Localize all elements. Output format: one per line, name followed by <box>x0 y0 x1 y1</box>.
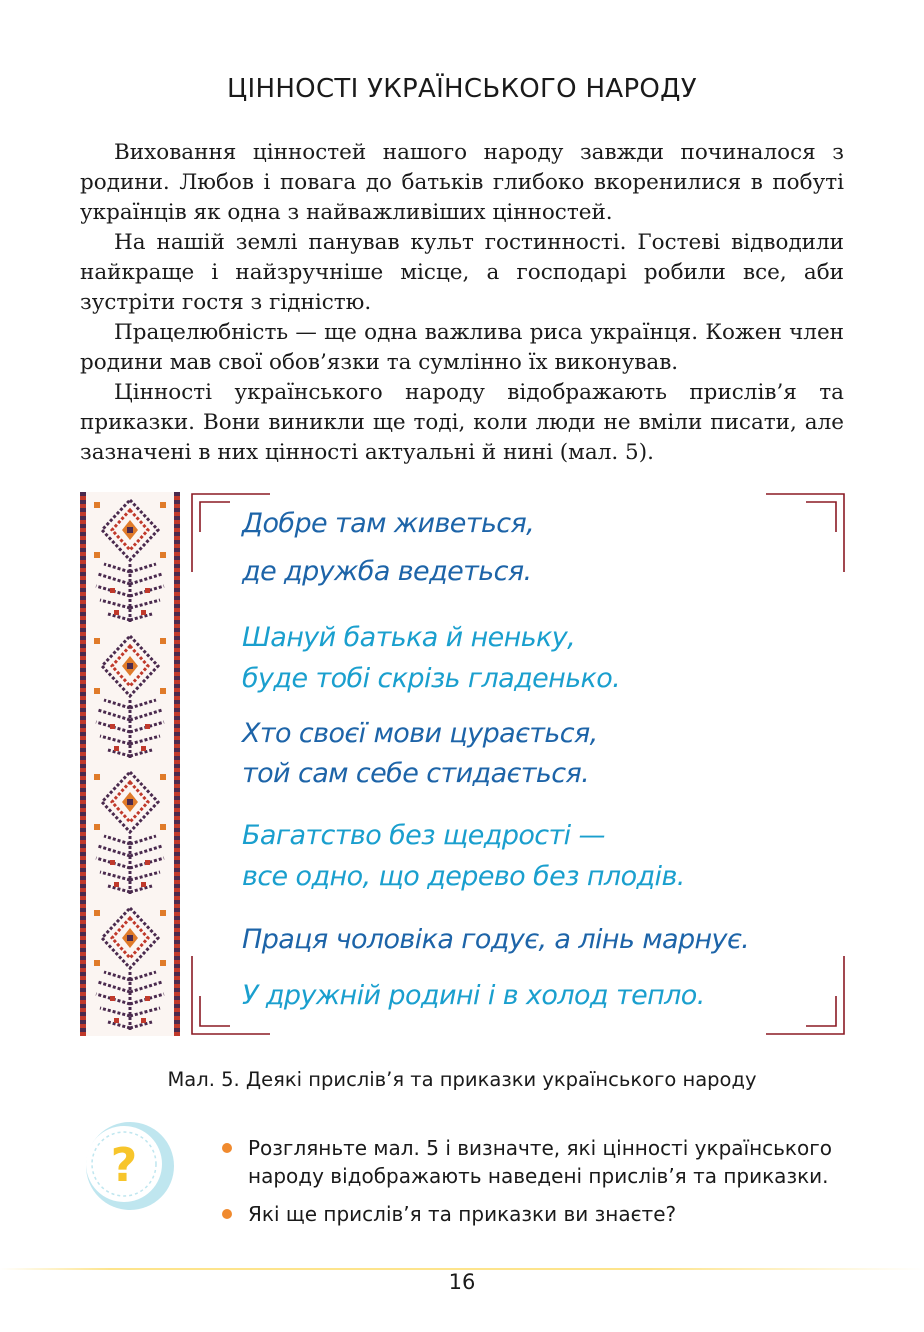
proverb-line: той сам себе стидається. <box>242 758 590 789</box>
question-glyph: ? <box>110 1138 138 1192</box>
list-item <box>222 1134 852 1190</box>
question-text: Розгляньте мал. 5 і визначте, які цінності українського народу відображають наведені прислів’я та приказки. <box>248 1136 832 1188</box>
proverb-line: все одно, що дерево без плодів. <box>242 861 685 892</box>
proverb-line: Праця чоловіка годує, а лінь марнує. <box>242 924 750 955</box>
bullet-icon <box>222 1143 232 1153</box>
paragraph: Цінності українського народу відображають прислів’я та приказки. Вони виникли ще тоді, коли люди не вміли писати, але зазначені в них цінності актуальні й нині (мал. 5). <box>80 380 844 465</box>
questions-list <box>222 1134 852 1238</box>
proverb-line: Добре там живеться, <box>242 508 535 539</box>
proverb-line: Шануй батька й неньку, <box>242 622 576 653</box>
paragraph: На нашій землі панував культ гостинності. Гостеві відводили найкраще і найзручніше місце, а господарі робили все, аби зустріти гостя з гідністю. <box>80 230 844 315</box>
embroidery-ornament <box>80 492 180 1036</box>
page-title: ЦІННОСТІ УКРАЇНСЬКОГО НАРОДУ <box>227 74 697 104</box>
proverb-line: де дружба ведеться. <box>242 556 532 587</box>
page-number: 16 <box>448 1270 476 1294</box>
proverb-line: Хто своєї мови цурається, <box>242 718 598 749</box>
question-text: Які ще прислів’я та приказки ви знаєте? <box>248 1202 677 1226</box>
bullet-icon <box>222 1209 232 1219</box>
question-mark-icon <box>84 1118 184 1218</box>
main-text <box>80 138 844 468</box>
paragraph: Виховання цінностей нашого народу завжди починалося з родини. Любов і повага до батьків глибоко вкоренилися в побуті українців як одна з найважливіших цінностей. <box>80 140 844 225</box>
list-item <box>222 1200 852 1228</box>
proverb-line: Багатство без щедрості — <box>242 820 605 851</box>
proverb-line: У дружній родині і в холод тепло. <box>242 980 705 1011</box>
proverb-line: буде тобі скрізь гладенько. <box>242 663 621 694</box>
paragraph: Працелюбність — ще одна важлива риса українця. Кожен член родини мав свої обов’язки та сумлінно їх виконував. <box>80 320 844 375</box>
figure-caption: Мал. 5. Деякі прислів’я та приказки українського народу <box>167 1068 757 1091</box>
